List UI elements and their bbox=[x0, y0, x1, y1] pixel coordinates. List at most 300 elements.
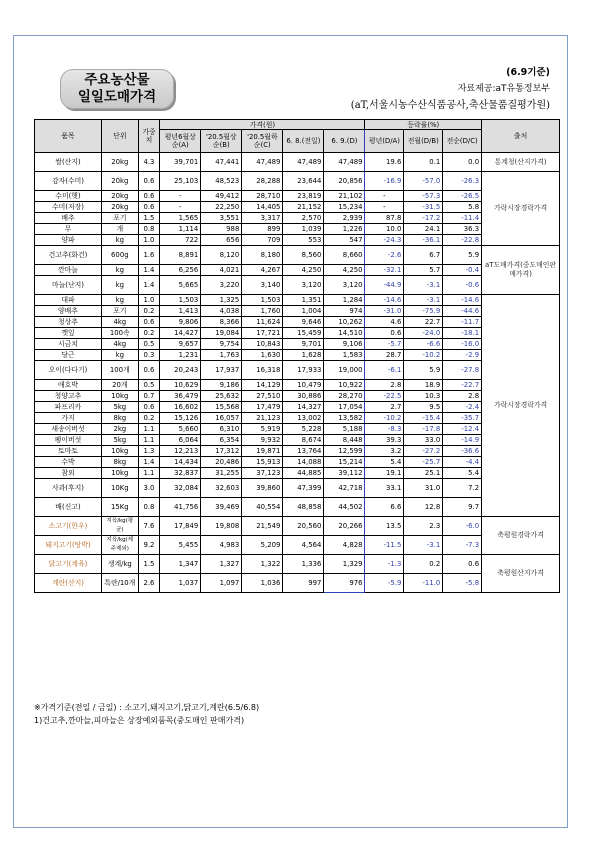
item-name: 계란(산지) bbox=[35, 574, 102, 593]
price-a: 32,837 bbox=[160, 468, 201, 479]
header-col-rb: 전월(D/B) bbox=[404, 130, 443, 153]
title-line1: 주요농산물 bbox=[84, 72, 150, 88]
price-ra: 33.1 bbox=[365, 479, 404, 498]
item-name: 닭고기(계육) bbox=[35, 555, 102, 574]
item-unit: 20kg bbox=[101, 172, 138, 191]
price-rc: -26.3 bbox=[443, 172, 482, 191]
item-weight: 3.0 bbox=[138, 479, 160, 498]
item-name: 수미(햇) bbox=[35, 191, 102, 202]
price-rb: 22.7 bbox=[404, 317, 443, 328]
price-p: 21,152 bbox=[283, 202, 324, 213]
item-weight: 0.8 bbox=[138, 498, 160, 517]
price-d: 4,828 bbox=[324, 536, 365, 555]
price-rb: 33.0 bbox=[404, 435, 443, 446]
price-a: 36,479 bbox=[160, 391, 201, 402]
price-rc: -2.9 bbox=[443, 350, 482, 361]
price-rc: -27.8 bbox=[443, 361, 482, 380]
table-row bbox=[35, 555, 560, 574]
item-weight: 1.1 bbox=[138, 424, 160, 435]
price-d: 976 bbox=[324, 574, 365, 593]
price-ra: -32.1 bbox=[365, 265, 404, 276]
price-c: 10,843 bbox=[242, 339, 283, 350]
table-row bbox=[35, 328, 560, 339]
price-rb: 0.1 bbox=[404, 153, 443, 172]
table-row bbox=[35, 295, 560, 306]
item-weight: 1.6 bbox=[138, 246, 160, 265]
price-rc: 0.0 bbox=[443, 153, 482, 172]
item-unit: 10Kg bbox=[101, 479, 138, 498]
header-item: 품목 bbox=[35, 120, 102, 153]
price-p: 1,628 bbox=[283, 350, 324, 361]
price-d: 1,583 bbox=[324, 350, 365, 361]
table-row bbox=[35, 235, 560, 246]
price-b: 3,220 bbox=[201, 276, 242, 295]
table-row bbox=[35, 536, 560, 555]
item-name: 양배추 bbox=[35, 306, 102, 317]
price-b: 25,632 bbox=[201, 391, 242, 402]
item-unit: 8kg bbox=[101, 413, 138, 424]
price-a: - bbox=[160, 202, 201, 213]
item-name: 수박 bbox=[35, 457, 102, 468]
source-line2: (aT,서울시농수산식품공사,축산물품질평가원) bbox=[350, 100, 550, 111]
price-c: 14,405 bbox=[242, 202, 283, 213]
item-weight: 0.5 bbox=[138, 380, 160, 391]
price-rb: -57.0 bbox=[404, 172, 443, 191]
price-d: 15,234 bbox=[324, 202, 365, 213]
item-unit: 개 bbox=[101, 224, 138, 235]
item-weight: 1.0 bbox=[138, 295, 160, 306]
item-unit: 15Kg bbox=[101, 498, 138, 517]
item-name: 깐마늘 bbox=[35, 265, 102, 276]
price-a: 10,629 bbox=[160, 380, 201, 391]
price-b: 1,327 bbox=[201, 555, 242, 574]
item-name: 토마토 bbox=[35, 446, 102, 457]
item-weight: 0.2 bbox=[138, 306, 160, 317]
header-col-prev: 6. 8.(전일) bbox=[283, 130, 324, 153]
price-ra: -11.5 bbox=[365, 536, 404, 555]
price-rc: 7.2 bbox=[443, 479, 482, 498]
price-c: 1,322 bbox=[242, 555, 283, 574]
price-ra: -44.9 bbox=[365, 276, 404, 295]
item-unit: 생계/kg bbox=[101, 555, 138, 574]
price-a: 14,434 bbox=[160, 457, 201, 468]
date-label: (6.9기준) bbox=[506, 67, 550, 78]
header-col-c: '20.5월하순(C) bbox=[242, 130, 283, 153]
title-line2: 일일도매가격 bbox=[77, 89, 157, 105]
item-weight: 1.4 bbox=[138, 276, 160, 295]
price-b: 19,084 bbox=[201, 328, 242, 339]
price-d: 10,262 bbox=[324, 317, 365, 328]
price-b: 1,097 bbox=[201, 574, 242, 593]
price-ra: -1.3 bbox=[365, 555, 404, 574]
price-rc: 2.8 bbox=[443, 391, 482, 402]
table-row bbox=[35, 468, 560, 479]
price-a: 25,103 bbox=[160, 172, 201, 191]
item-weight: 0.6 bbox=[138, 317, 160, 328]
price-d: 13,582 bbox=[324, 413, 365, 424]
item-name: 오이(다다기) bbox=[35, 361, 102, 380]
price-p: 17,933 bbox=[283, 361, 324, 380]
price-rb: -27.2 bbox=[404, 446, 443, 457]
price-rb: -3.1 bbox=[404, 295, 443, 306]
item-weight: 2.6 bbox=[138, 574, 160, 593]
price-ra: 0.6 bbox=[365, 328, 404, 339]
price-d: 9,106 bbox=[324, 339, 365, 350]
price-a: 32,084 bbox=[160, 479, 201, 498]
table-row bbox=[35, 172, 560, 191]
price-rc: -0.4 bbox=[443, 265, 482, 276]
price-rb: -36.1 bbox=[404, 235, 443, 246]
price-ra: 2.7 bbox=[365, 402, 404, 413]
price-d: 39,112 bbox=[324, 468, 365, 479]
price-p: 9,646 bbox=[283, 317, 324, 328]
price-ra: 87.8 bbox=[365, 213, 404, 224]
item-unit: 지육/kg(평균) bbox=[101, 517, 138, 536]
source-line1: 자료제공:aT유통정보부 bbox=[457, 84, 550, 94]
price-p: 997 bbox=[283, 574, 324, 593]
price-a: 1,114 bbox=[160, 224, 201, 235]
price-c: 1,036 bbox=[242, 574, 283, 593]
table-row bbox=[35, 498, 560, 517]
price-a: 16,602 bbox=[160, 402, 201, 413]
table-row bbox=[35, 446, 560, 457]
price-a: - bbox=[160, 191, 201, 202]
price-c: 1,503 bbox=[242, 295, 283, 306]
item-weight: 0.2 bbox=[138, 413, 160, 424]
item-unit: 5kg bbox=[101, 402, 138, 413]
price-ra: -6.1 bbox=[365, 361, 404, 380]
price-ra: -31.0 bbox=[365, 306, 404, 317]
price-rb: 31.0 bbox=[404, 479, 443, 498]
table-row bbox=[35, 265, 560, 276]
price-rb: -17.8 bbox=[404, 424, 443, 435]
item-weight: 0.6 bbox=[138, 191, 160, 202]
item-name: 사과(후지) bbox=[35, 479, 102, 498]
price-b: 32,603 bbox=[201, 479, 242, 498]
price-b: 9,186 bbox=[201, 380, 242, 391]
price-c: 28,710 bbox=[242, 191, 283, 202]
price-b: 47,441 bbox=[201, 153, 242, 172]
price-p: 4,564 bbox=[283, 536, 324, 555]
item-weight: 0.6 bbox=[138, 172, 160, 191]
price-a: 1,347 bbox=[160, 555, 201, 574]
price-b: 16,057 bbox=[201, 413, 242, 424]
table-row bbox=[35, 153, 560, 172]
header-col-d: 6. 9.(D) bbox=[324, 130, 365, 153]
price-rb: 0.2 bbox=[404, 555, 443, 574]
price-c: 21,123 bbox=[242, 413, 283, 424]
price-c: 3,140 bbox=[242, 276, 283, 295]
price-b: 49,412 bbox=[201, 191, 242, 202]
item-name: 깻잎 bbox=[35, 328, 102, 339]
price-c: 28,288 bbox=[242, 172, 283, 191]
item-unit: kg bbox=[101, 350, 138, 361]
price-p: 10,479 bbox=[283, 380, 324, 391]
price-c: 5,209 bbox=[242, 536, 283, 555]
item-unit: 20kg bbox=[101, 153, 138, 172]
price-c: 37,123 bbox=[242, 468, 283, 479]
price-d: 8,660 bbox=[324, 246, 365, 265]
price-rc: -6.0 bbox=[443, 517, 482, 536]
price-rc: 0.6 bbox=[443, 555, 482, 574]
price-p: 20,560 bbox=[283, 517, 324, 536]
table-row bbox=[35, 224, 560, 235]
price-a: 12,213 bbox=[160, 446, 201, 457]
price-d: 547 bbox=[324, 235, 365, 246]
price-rb: -3.1 bbox=[404, 276, 443, 295]
price-ra: -5.7 bbox=[365, 339, 404, 350]
price-rc: 5.8 bbox=[443, 202, 482, 213]
item-weight: 1.1 bbox=[138, 468, 160, 479]
price-d: 20,266 bbox=[324, 517, 365, 536]
price-b: 39,469 bbox=[201, 498, 242, 517]
price-ra: 19.1 bbox=[365, 468, 404, 479]
item-unit: 100개 bbox=[101, 361, 138, 380]
item-unit: kg bbox=[101, 295, 138, 306]
price-c: 3,317 bbox=[242, 213, 283, 224]
price-rc: 5.4 bbox=[443, 468, 482, 479]
price-rb: 18.9 bbox=[404, 380, 443, 391]
item-weight: 4.3 bbox=[138, 153, 160, 172]
table-row bbox=[35, 306, 560, 317]
price-rc: -22.8 bbox=[443, 235, 482, 246]
price-rb: -10.2 bbox=[404, 350, 443, 361]
price-c: 19,871 bbox=[242, 446, 283, 457]
item-name: 새송이버섯 bbox=[35, 424, 102, 435]
item-name: 마늘(난지) bbox=[35, 276, 102, 295]
price-a: 1,037 bbox=[160, 574, 201, 593]
item-weight: 1.4 bbox=[138, 457, 160, 468]
price-b: 22,250 bbox=[201, 202, 242, 213]
price-a: 5,660 bbox=[160, 424, 201, 435]
price-ra: -10.2 bbox=[365, 413, 404, 424]
price-rc: -36.6 bbox=[443, 446, 482, 457]
price-p: 5,228 bbox=[283, 424, 324, 435]
price-d: 1,226 bbox=[324, 224, 365, 235]
item-unit: 20kg bbox=[101, 202, 138, 213]
item-weight: 7.6 bbox=[138, 517, 160, 536]
price-a: 5,455 bbox=[160, 536, 201, 555]
item-weight: 1.3 bbox=[138, 446, 160, 457]
price-b: 17,312 bbox=[201, 446, 242, 457]
item-name: 돼지고기(탕박) bbox=[35, 536, 102, 555]
price-a: 1,565 bbox=[160, 213, 201, 224]
price-rc: -22.7 bbox=[443, 380, 482, 391]
price-p: 23,819 bbox=[283, 191, 324, 202]
item-unit: 포기 bbox=[101, 213, 138, 224]
price-ra: -2.6 bbox=[365, 246, 404, 265]
price-ra: - bbox=[365, 202, 404, 213]
price-c: 4,267 bbox=[242, 265, 283, 276]
price-b: 19,808 bbox=[201, 517, 242, 536]
price-rc: -26.5 bbox=[443, 191, 482, 202]
item-weight: 0.6 bbox=[138, 202, 160, 213]
price-d: 5,188 bbox=[324, 424, 365, 435]
table-row bbox=[35, 517, 560, 536]
price-c: 39,860 bbox=[242, 479, 283, 498]
price-a: 6,256 bbox=[160, 265, 201, 276]
price-c: 899 bbox=[242, 224, 283, 235]
price-d: 19,000 bbox=[324, 361, 365, 380]
table-row bbox=[35, 246, 560, 265]
price-p: 30,886 bbox=[283, 391, 324, 402]
price-p: 4,250 bbox=[283, 265, 324, 276]
table-row bbox=[35, 202, 560, 213]
item-name: 시금치 bbox=[35, 339, 102, 350]
item-name: 수미(저장) bbox=[35, 202, 102, 213]
item-name: 쌀(산지) bbox=[35, 153, 102, 172]
price-p: 13,764 bbox=[283, 446, 324, 457]
item-weight: 1.5 bbox=[138, 213, 160, 224]
item-name: 건고추(화건) bbox=[35, 246, 102, 265]
item-unit: 100속 bbox=[101, 328, 138, 339]
item-unit: 4kg bbox=[101, 317, 138, 328]
price-rc: -2.4 bbox=[443, 402, 482, 413]
item-unit: kg bbox=[101, 235, 138, 246]
price-a: 5,665 bbox=[160, 276, 201, 295]
item-unit: kg bbox=[101, 265, 138, 276]
price-rc: -4.4 bbox=[443, 457, 482, 468]
price-rc: 36.3 bbox=[443, 224, 482, 235]
price-c: 9,932 bbox=[242, 435, 283, 446]
price-d: 2,939 bbox=[324, 213, 365, 224]
price-d: 21,102 bbox=[324, 191, 365, 202]
header-price-group: 가격(원) bbox=[160, 120, 365, 130]
price-rb: 2.3 bbox=[404, 517, 443, 536]
price-ra: - bbox=[365, 191, 404, 202]
price-ra: 10.0 bbox=[365, 224, 404, 235]
item-name: 배추 bbox=[35, 213, 102, 224]
price-b: 20,486 bbox=[201, 457, 242, 468]
price-p: 1,351 bbox=[283, 295, 324, 306]
footnote-price-basis: ※가격기준(전일 / 금일) : 소고기,돼지고기,닭고기,계란(6.5/6.8) bbox=[34, 703, 260, 712]
price-d: 14,510 bbox=[324, 328, 365, 339]
item-unit: 2kg bbox=[101, 424, 138, 435]
price-d: 3,120 bbox=[324, 276, 365, 295]
price-p: 47,399 bbox=[283, 479, 324, 498]
table-row bbox=[35, 424, 560, 435]
price-ra: 4.6 bbox=[365, 317, 404, 328]
price-d: 20,856 bbox=[324, 172, 365, 191]
price-a: 39,701 bbox=[160, 153, 201, 172]
price-c: 17,479 bbox=[242, 402, 283, 413]
price-d: 17,054 bbox=[324, 402, 365, 413]
price-b: 15,568 bbox=[201, 402, 242, 413]
item-weight: 0.6 bbox=[138, 361, 160, 380]
item-weight: 0.5 bbox=[138, 339, 160, 350]
source-cell: 축평원경락가격 bbox=[482, 517, 560, 555]
price-rb: -75.9 bbox=[404, 306, 443, 317]
price-a: 6,064 bbox=[160, 435, 201, 446]
price-rb: -15.4 bbox=[404, 413, 443, 424]
price-d: 10,922 bbox=[324, 380, 365, 391]
source-cell: 가락시장경락가격 bbox=[482, 295, 560, 517]
price-d: 12,599 bbox=[324, 446, 365, 457]
price-ra: 2.8 bbox=[365, 380, 404, 391]
table-row bbox=[35, 317, 560, 328]
item-unit: 포기 bbox=[101, 306, 138, 317]
price-rc: -11.7 bbox=[443, 317, 482, 328]
price-rc: -14.6 bbox=[443, 295, 482, 306]
source-cell: 통계청(산지가격) bbox=[482, 153, 560, 172]
price-rb: 24.1 bbox=[404, 224, 443, 235]
price-rc: -12.4 bbox=[443, 424, 482, 435]
item-name: 청상추 bbox=[35, 317, 102, 328]
item-unit: 10kg bbox=[101, 391, 138, 402]
price-rb: 5.9 bbox=[404, 361, 443, 380]
price-a: 8,891 bbox=[160, 246, 201, 265]
title-badge bbox=[60, 69, 174, 109]
price-c: 8,180 bbox=[242, 246, 283, 265]
item-name: 무 bbox=[35, 224, 102, 235]
price-rc: -14.9 bbox=[443, 435, 482, 446]
price-p: 8,674 bbox=[283, 435, 324, 446]
table-row bbox=[35, 191, 560, 202]
price-ra: 6.6 bbox=[365, 498, 404, 517]
price-b: 988 bbox=[201, 224, 242, 235]
price-d: 15,214 bbox=[324, 457, 365, 468]
price-ra: 13.5 bbox=[365, 517, 404, 536]
price-p: 553 bbox=[283, 235, 324, 246]
price-b: 17,937 bbox=[201, 361, 242, 380]
price-rb: -57.3 bbox=[404, 191, 443, 202]
price-d: 8,448 bbox=[324, 435, 365, 446]
item-weight: 1.1 bbox=[138, 435, 160, 446]
table-row bbox=[35, 435, 560, 446]
item-name: 양파 bbox=[35, 235, 102, 246]
price-c: 40,554 bbox=[242, 498, 283, 517]
price-ra: 5.4 bbox=[365, 457, 404, 468]
header-weight: 가중치 bbox=[138, 120, 160, 153]
price-ra: 3.2 bbox=[365, 446, 404, 457]
price-rb: 12.8 bbox=[404, 498, 443, 517]
item-name: 당근 bbox=[35, 350, 102, 361]
item-name: 파프리카 bbox=[35, 402, 102, 413]
price-p: 47,489 bbox=[283, 153, 324, 172]
table-row bbox=[35, 380, 560, 391]
price-a: 41,756 bbox=[160, 498, 201, 517]
header-col-a: 평년6월상순(A) bbox=[160, 130, 201, 153]
price-a: 17,849 bbox=[160, 517, 201, 536]
item-weight: 0.6 bbox=[138, 402, 160, 413]
table-row bbox=[35, 413, 560, 424]
header-source: 출처 bbox=[482, 120, 560, 153]
header-col-b: '20.5월상순(B) bbox=[201, 130, 242, 153]
item-weight: 1.0 bbox=[138, 235, 160, 246]
price-c: 27,510 bbox=[242, 391, 283, 402]
item-weight: 0.8 bbox=[138, 224, 160, 235]
price-p: 44,885 bbox=[283, 468, 324, 479]
price-d: 4,250 bbox=[324, 265, 365, 276]
item-name: 대파 bbox=[35, 295, 102, 306]
price-c: 17,721 bbox=[242, 328, 283, 339]
price-c: 1,760 bbox=[242, 306, 283, 317]
price-rb: -24.0 bbox=[404, 328, 443, 339]
price-a: 9,806 bbox=[160, 317, 201, 328]
price-ra: -8.3 bbox=[365, 424, 404, 435]
price-a: 722 bbox=[160, 235, 201, 246]
item-unit: 지육/kg(제주제외) bbox=[101, 536, 138, 555]
item-unit: 20개 bbox=[101, 380, 138, 391]
price-c: 14,129 bbox=[242, 380, 283, 391]
price-b: 3,551 bbox=[201, 213, 242, 224]
price-b: 6,354 bbox=[201, 435, 242, 446]
price-b: 1,763 bbox=[201, 350, 242, 361]
table-row bbox=[35, 391, 560, 402]
price-rc: -7.3 bbox=[443, 536, 482, 555]
price-a: 14,427 bbox=[160, 328, 201, 339]
price-p: 23,644 bbox=[283, 172, 324, 191]
